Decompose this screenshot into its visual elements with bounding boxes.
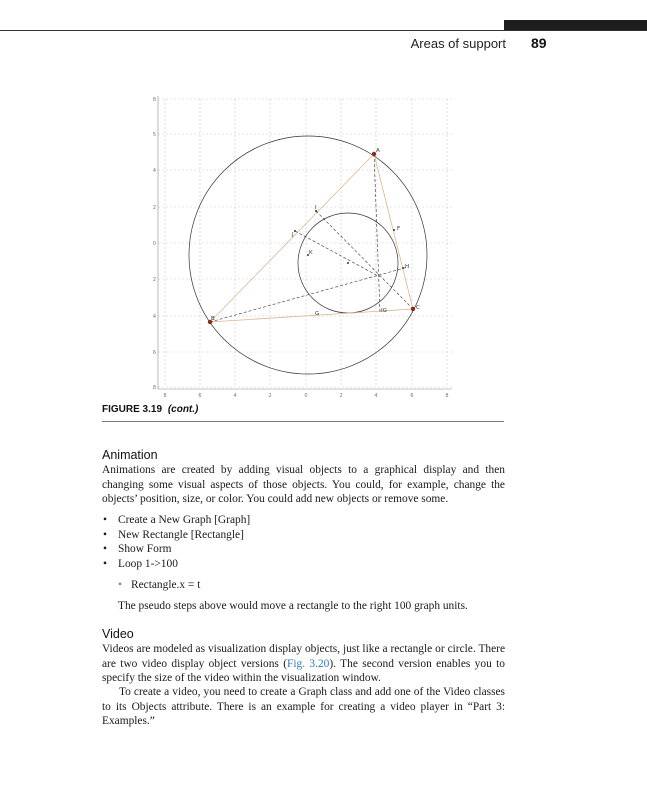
sub-list-item	[118, 578, 200, 593]
figure-caption-suffix: (cont.)	[167, 404, 199, 415]
caption-rule	[102, 421, 504, 422]
point-label: H	[405, 264, 410, 270]
point-label: F	[397, 226, 401, 232]
x-tick-label: 2	[339, 393, 343, 399]
figure-caption-label: FIGURE 3.19	[102, 404, 163, 415]
list-item	[102, 542, 250, 557]
point-label: J	[292, 232, 294, 238]
sub-list-item-text: Rectangle.x = t	[131, 579, 201, 591]
geometry-figure	[140, 90, 465, 400]
y-tick-label: 2	[152, 277, 156, 283]
figure-caption	[102, 404, 198, 415]
page-number: 89	[531, 35, 547, 51]
running-head: Areas of support	[410, 36, 506, 51]
altitude-line	[374, 154, 380, 312]
bullet-icon: •	[103, 514, 107, 526]
x-tick-label: 8	[163, 393, 167, 399]
bullet-icon: •	[103, 543, 107, 556]
list-item-text: Create a New Graph [Graph]	[118, 514, 251, 526]
point-label: C	[416, 305, 420, 311]
point-f	[393, 229, 395, 231]
header-bar	[504, 20, 647, 30]
median-line	[295, 231, 380, 277]
list-item	[102, 528, 250, 543]
point-label: I	[315, 205, 317, 211]
y-tick-label: 5	[152, 132, 156, 138]
animation-paragraph: Animations are created by adding visual objects to a graphical display and then changing some visual aspects of those objects. You could, for example, change the objects’ position, size, or color. You could add new objects or remove some.	[102, 464, 505, 506]
triangle-edge-ab	[210, 154, 374, 322]
x-tick-label: 8	[445, 393, 449, 399]
x-tick-label: 4	[374, 393, 378, 399]
point-label: K	[309, 250, 313, 256]
point-c	[411, 307, 415, 311]
point-j	[294, 230, 296, 232]
animation-steps-list	[102, 513, 250, 571]
x-tick-label: 6	[198, 393, 202, 399]
list-item	[102, 557, 250, 572]
x-tick-label: 2	[268, 393, 272, 399]
y-tick-label: 4	[152, 168, 156, 174]
list-item-text: New Rectangle [Rectangle]	[118, 528, 244, 541]
point-label: G	[315, 311, 320, 317]
y-tick-label: 6	[152, 350, 156, 356]
animation-heading: Animation	[102, 448, 158, 462]
grid	[158, 99, 452, 387]
point-g	[347, 262, 349, 264]
x-tick-label: 4	[233, 393, 237, 399]
y-tick-label: 8	[152, 385, 156, 391]
animation-note: The pseudo steps above would move a rectangle to the right 100 graph units.	[118, 600, 468, 612]
y-tick-label: 0	[152, 241, 156, 247]
point-label: A	[376, 148, 380, 154]
list-item	[102, 513, 250, 528]
video-heading: Video	[102, 627, 134, 641]
figure-3-20-link[interactable]: Fig. 3.20	[287, 657, 330, 670]
list-item-text: Loop 1->100	[118, 557, 178, 570]
sub-bullet-icon: •	[118, 579, 122, 591]
bullet-icon: •	[103, 528, 107, 541]
video-paragraph-1-text: Videos are modeled as visualization display objects, just like a rectangle or circle. There are two video display object versions (	[102, 643, 505, 670]
x-tick-label: 0	[304, 393, 308, 399]
list-item-text: Show Form	[118, 543, 172, 556]
video-paragraph-1	[102, 642, 505, 686]
point-label: B	[211, 316, 215, 322]
x-tick-label: 6	[410, 393, 414, 399]
video-paragraph-1-text-end: ). The second version enables you to specify the size of the video within the visualization window.	[102, 657, 505, 685]
video-paragraph-2: To create a video, you need to create a Graph class and add one of the Video classes to its Objects attribute. There is an example for creating a video player in “Part 3: Examples.”	[102, 686, 505, 728]
point-label: IG	[381, 308, 387, 314]
bullet-icon: •	[103, 557, 107, 570]
header-rule	[0, 30, 647, 31]
point-h	[402, 267, 404, 269]
y-tick-label: 4	[152, 314, 156, 320]
y-tick-label: 8	[152, 97, 156, 103]
y-tick-label: 2	[152, 205, 156, 211]
bisector-line	[210, 267, 408, 322]
triangle-edge-ca	[374, 154, 413, 309]
